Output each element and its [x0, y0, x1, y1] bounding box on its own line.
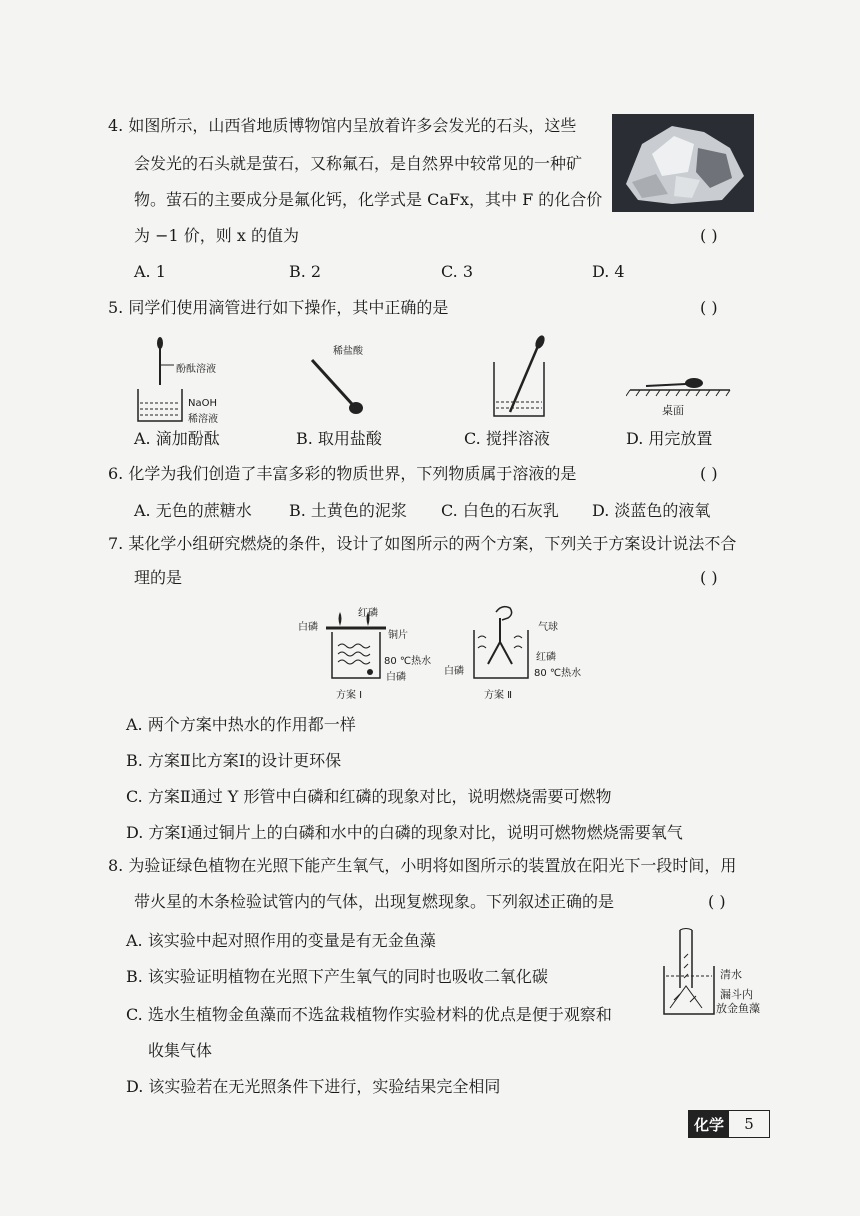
page-number: 5: [744, 1115, 754, 1133]
q5-option-c: C. 搅拌溶液: [464, 429, 550, 448]
q4-line-4: 为 −1 价，则 x 的值为: [134, 226, 299, 245]
q8-line-2: 带火星的木条检验试管内的气体，出现复燃现象。下列叙述正确的是: [134, 892, 615, 911]
label-desk: 桌面: [662, 404, 684, 417]
page-footer: [688, 1110, 770, 1138]
s2-label-balloon: 气球: [538, 622, 558, 633]
s1-label-white-p-water: 白磷: [386, 672, 406, 683]
q5-option-b: B. 取用盐酸: [296, 429, 382, 448]
label-dilute-solution: 稀溶液: [188, 414, 218, 425]
q8-answer-paren: ( ): [708, 892, 726, 911]
q7-line-1: 7. 某化学小组研究燃烧的条件，设计了如图所示的两个方案，下列关于方案设计说法不合: [108, 534, 737, 553]
q7-option-b: B. 方案Ⅱ比方案Ⅰ的设计更环保: [126, 751, 342, 770]
q5-stem: 5. 同学们使用滴管进行如下操作，其中正确的是: [108, 298, 449, 317]
s1-label-hot-water: 80 ℃热水: [384, 656, 432, 667]
q4-answer-paren: ( ): [700, 226, 718, 245]
label-inside-funnel: 漏斗内: [720, 988, 753, 1001]
q6-option-d: D. 淡蓝色的液氧: [592, 501, 711, 520]
q8-line-1: 8. 为验证绿色植物在光照下能产生氧气，小明将如图所示的装置放在阳光下一段时间，用: [108, 856, 737, 875]
dropper-figure-d: [626, 372, 736, 402]
q4-line-3: 物。萤石的主要成分是氟化钙，化学式是 CaFx，其中 F 的化合价: [134, 190, 603, 209]
dropper-figure-c: [488, 332, 560, 420]
q8-option-b: B. 该实验证明植物在光照下产生氧气的同时也吸收二氧化碳: [126, 967, 548, 986]
s1-label-copper: 铜片: [388, 630, 408, 641]
q5-option-a: A. 滴加酚酞: [134, 429, 220, 448]
q5-option-d: D. 用完放置: [626, 429, 713, 448]
q6-option-a: A. 无色的蔗糖水: [134, 501, 252, 520]
aquatic-plant-apparatus: [660, 928, 718, 1020]
q6-answer-paren: ( ): [700, 464, 718, 483]
q4-option-c: C. 3: [441, 262, 474, 281]
s2-label-hot-water: 80 ℃热水: [534, 668, 582, 679]
label-dilute-hcl: 稀盐酸: [333, 346, 363, 357]
label-naoh: NaOH: [188, 398, 217, 409]
q4-line-2: 会发光的石头就是萤石，又称氟石，是自然界中较常见的一种矿: [134, 154, 583, 173]
q8-option-c-continued: 收集气体: [148, 1041, 213, 1060]
scheme-2-apparatus: [470, 604, 534, 684]
label-phenolphthalein: 酚酞溶液: [176, 364, 216, 375]
s1-label-white-p: 白磷: [298, 622, 318, 633]
q4-line-1: 4. 如图所示，山西省地质博物馆内呈放着许多会发光的石头，这些: [108, 116, 577, 135]
q5-answer-paren: ( ): [700, 298, 718, 317]
q8-option-d: D. 该实验若在无光照条件下进行，实验结果完全相同: [126, 1077, 501, 1096]
dropper-figure-b: [300, 352, 380, 422]
s2-label-white-p: 白磷: [444, 666, 464, 677]
fluorite-photo: [612, 114, 754, 212]
q6-stem: 6. 化学为我们创造了丰富多彩的物质世界，下列物质属于溶液的是: [108, 464, 577, 483]
s1-name: 方案 Ⅰ: [336, 690, 363, 701]
q8-option-a: A. 该实验中起对照作用的变量是有无金鱼藻: [126, 931, 436, 950]
q7-option-d: D. 方案Ⅰ通过铜片上的白磷和水中的白磷的现象对比，说明可燃物燃烧需要氧气: [126, 823, 683, 842]
q7-option-c: C. 方案Ⅱ通过 Y 形管中白磷和红磷的现象对比，说明燃烧需要可燃物: [126, 787, 612, 806]
q6-option-b: B. 土黄色的泥浆: [289, 501, 407, 520]
q8-option-c: C. 选水生植物金鱼藻而不选盆栽植物作实验材料的优点是便于观察和: [126, 1005, 612, 1024]
q7-answer-paren: ( ): [700, 568, 718, 587]
s1-label-red-p: 红磷: [358, 608, 378, 619]
q7-line-2: 理的是: [134, 568, 183, 587]
dropper-figure-a: [130, 335, 240, 427]
label-clear-water: 清水: [720, 968, 742, 981]
label-place-hornwort: 放金鱼藻: [716, 1002, 760, 1015]
s2-name: 方案 Ⅱ: [484, 690, 513, 701]
s2-label-red-p: 红磷: [536, 652, 556, 663]
q4-option-b: B. 2: [289, 262, 322, 281]
q7-option-a: A. 两个方案中热水的作用都一样: [126, 715, 356, 734]
q6-option-c: C. 白色的石灰乳: [441, 501, 559, 520]
q4-option-d: D. 4: [592, 262, 625, 281]
subject-label: 化学: [689, 1111, 729, 1137]
q4-option-a: A. 1: [134, 262, 166, 281]
